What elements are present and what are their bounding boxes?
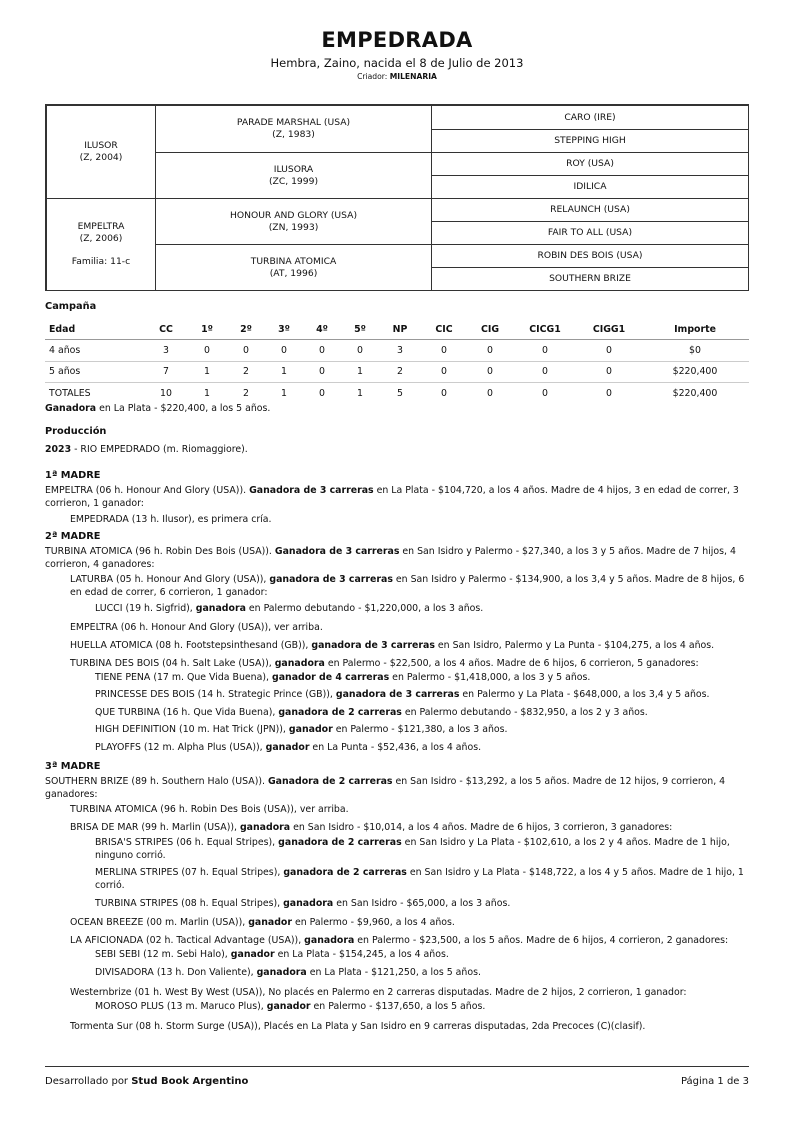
pedigree-sire-sire: PARADE MARSHAL (USA) (Z, 1983) bbox=[155, 105, 432, 153]
list-item: HIGH DEFINITION (10 m. Hat Trick (JPN)), ganador en Palermo - $121,380, a los 3 años. bbox=[95, 724, 508, 735]
campaign-heading: Campaña bbox=[45, 301, 97, 312]
list-item: OCEAN BREEZE (00 m. Marlin (USA)), ganador en Palermo - $9,960, a los 4 años. bbox=[70, 917, 455, 928]
list-item: LUCCI (19 h. Sigfrid), ganadora en Palermo debutando - $1,220,000, a los 3 años. bbox=[95, 603, 484, 614]
table-row: 5 años 7 1 2 1 0 1 2 0 0 0 0 $220,400 bbox=[45, 361, 749, 383]
madre2-heading: 2ª MADRE bbox=[45, 531, 101, 542]
madre3-main: SOUTHERN BRIZE (89 h. Southern Halo (USA)). Ganadora de 2 carreras en San Isidro - $13,292, a los 5 años. Madre de 12 hijos, 9 corrieron, 4 ganadores: bbox=[45, 776, 726, 801]
madre3-heading: 3ª MADRE bbox=[45, 761, 101, 772]
breeder-line: Criador: MILENARIA bbox=[357, 72, 437, 81]
list-item: BRISA'S STRIPES (06 h. Equal Stripes), ganadora de 2 carreras en San Isidro y La Plata - $102,610, a los 2 y 4 años. Madre de 1 hijo, ninguno corrió. bbox=[95, 837, 730, 862]
production-heading: Producción bbox=[45, 426, 107, 437]
horse-name-title: EMPEDRADA bbox=[321, 28, 473, 52]
pedigree-sire: ILUSOR (Z, 2004) bbox=[46, 105, 156, 199]
list-item: PRINCESSE DES BOIS (14 h. Strategic Prince (GB)), ganadora de 3 carreras en Palermo y La Plata - $648,000, a los 3,4 y 5 años. bbox=[95, 689, 710, 700]
madre1-child: EMPEDRADA (13 h. Ilusor), es primera cría. bbox=[70, 514, 272, 525]
breeder-name: MILENARIA bbox=[389, 72, 437, 81]
list-item: SEBI SEBI (12 m. Sebi Halo), ganador en La Plata - $154,245, a los 4 años. bbox=[95, 949, 449, 960]
pedigree-g3-6: FAIR TO ALL (USA) bbox=[431, 221, 749, 245]
table-row: 4 años 3 0 0 0 0 0 3 0 0 0 0 $0 bbox=[45, 340, 749, 362]
pedigree-dam-sire: HONOUR AND GLORY (USA) (ZN, 1993) bbox=[155, 198, 432, 245]
pedigree-g3-7: ROBIN DES BOIS (USA) bbox=[431, 244, 749, 268]
list-item: EMPELTRA (06 h. Honour And Glory (USA)), ver arriba. bbox=[70, 622, 323, 633]
pedigree-table bbox=[45, 104, 749, 291]
campaign-table bbox=[45, 319, 749, 404]
list-item: PLAYOFFS (12 m. Alpha Plus (USA)), ganador en La Punta - $52,436, a los 4 años. bbox=[95, 742, 482, 753]
list-item: QUE TURBINA (16 h. Que Vida Buena), ganadora de 2 carreras en Palermo debutando - $832,950, a los 2 y 3 años. bbox=[95, 707, 648, 718]
footer-divider bbox=[45, 1066, 749, 1067]
page-number: Página 1 de 3 bbox=[680, 1076, 749, 1087]
list-item: TIENE PENA (17 m. Que Vida Buena), ganador de 4 carreras en Palermo - $1,418,000, a los 3 y 5 años. bbox=[95, 672, 591, 683]
horse-subtitle: Hembra, Zaino, nacida el 8 de Julio de 2013 bbox=[270, 56, 524, 70]
list-item: TURBINA DES BOIS (04 h. Salt Lake (USA)), ganadora en Palermo - $22,500, a los 4 años. Madre de 6 hijos, 6 corrieron, 5 ganadores: bbox=[70, 658, 699, 669]
pedigree-family: Familia: 11-c bbox=[71, 256, 131, 267]
campaign-header-row: Edad CC 1º 2º 3º 4º 5º NP CIC CIG CICG1 CIGG1 Importe bbox=[45, 319, 749, 340]
pedigree-g3-1: CARO (IRE) bbox=[431, 105, 749, 130]
pedigree-g3-2: STEPPING HIGH bbox=[431, 129, 749, 153]
madre1-heading: 1ª MADRE bbox=[45, 470, 101, 481]
pedigree-sire-dam: ILUSORA (ZC, 1999) bbox=[155, 152, 432, 199]
madre2-main: TURBINA ATOMICA (96 h. Robin Des Bois (USA)). Ganadora de 3 carreras en San Isidro y Palermo - $27,340, a los 3 y 5 años. Madre de 7 hijos, 4 corrieron, 4 ganadores: bbox=[45, 546, 736, 571]
madre1-main: EMPELTRA (06 h. Honour And Glory (USA)). Ganadora de 3 carreras en La Plata - $104,720, a los 4 años. Madre de 4 hijos, 3 en edad de correr, 3 corrieron, 1 ganador: bbox=[45, 485, 739, 510]
pedigree-dam-dam: TURBINA ATOMICA (AT, 1996) bbox=[155, 244, 432, 291]
list-item: TURBINA STRIPES (08 h. Equal Stripes), ganadora en San Isidro - $65,000, a los 3 años. bbox=[95, 898, 511, 909]
list-item: TURBINA ATOMICA (96 h. Robin Des Bois (USA)), ver arriba. bbox=[70, 804, 349, 815]
pedigree-g3-4: IDILICA bbox=[431, 175, 749, 199]
list-item: Westernbrize (01 h. West By West (USA)), No placés en Palermo en 2 carreras disputadas. Madre de 2 hijos, 2 corrieron, 1 ganador: bbox=[70, 987, 687, 998]
production-entry: 2023 - RIO EMPEDRADO (m. Riomaggiore). bbox=[45, 444, 248, 455]
footer-credit: Desarrollado por Stud Book Argentino bbox=[45, 1076, 249, 1087]
campaign-summary: Ganadora en La Plata - $220,400, a los 5 años. bbox=[45, 403, 271, 414]
list-item: BRISA DE MAR (99 h. Marlin (USA)), ganadora en San Isidro - $10,014, a los 4 años. Madre de 6 hijos, 3 corrieron, 3 ganadores: bbox=[70, 822, 673, 833]
list-item: MERLINA STRIPES (07 h. Equal Stripes), ganadora de 2 carreras en San Isidro y La Plata - $148,722, a los 4 y 5 años. Madre de 1 hijo, 1 corrió. bbox=[95, 867, 744, 892]
table-row-totals: TOTALES 10 1 2 1 0 1 5 0 0 0 0 $220,400 bbox=[49, 387, 718, 399]
pedigree-dam: EMPELTRA (Z, 2006) Familia: 11-c bbox=[46, 198, 156, 291]
pedigree-g3-5: RELAUNCH (USA) bbox=[431, 198, 749, 222]
pedigree-g3-3: ROY (USA) bbox=[431, 152, 749, 176]
list-item: LA AFICIONADA (02 h. Tactical Advantage (USA)), ganadora en Palermo - $23,500, a los 5 años. Madre de 6 hijos, 4 corrieron, 2 ganadores: bbox=[70, 935, 729, 946]
list-item: LATURBA (05 h. Honour And Glory (USA)), ganadora de 3 carreras en San Isidro y Palermo - $134,900, a los 3,4 y 5 años. Madre de 8 hijos, 6 en edad de correr, 6 corrieron, 1 ganador: bbox=[70, 574, 745, 599]
list-item: DIVISADORA (13 h. Don Valiente), ganadora en La Plata - $121,250, a los 5 años. bbox=[95, 967, 481, 978]
list-item: MOROSO PLUS (13 m. Maruco Plus), ganador en Palermo - $137,650, a los 5 años. bbox=[95, 1001, 486, 1012]
pedigree-g3-8: SOUTHERN BRIZE bbox=[431, 267, 749, 291]
list-item: Tormenta Sur (08 h. Storm Surge (USA)), Placés en La Plata y San Isidro en 9 carreras disputadas, 2da Precoces (C)(clasif). bbox=[70, 1021, 646, 1032]
list-item: HUELLA ATOMICA (08 h. Footstepsinthesand (GB)), ganadora de 3 carreras en San Isidro, Palermo y La Punta - $104,275, a los 4 años. bbox=[70, 640, 715, 651]
